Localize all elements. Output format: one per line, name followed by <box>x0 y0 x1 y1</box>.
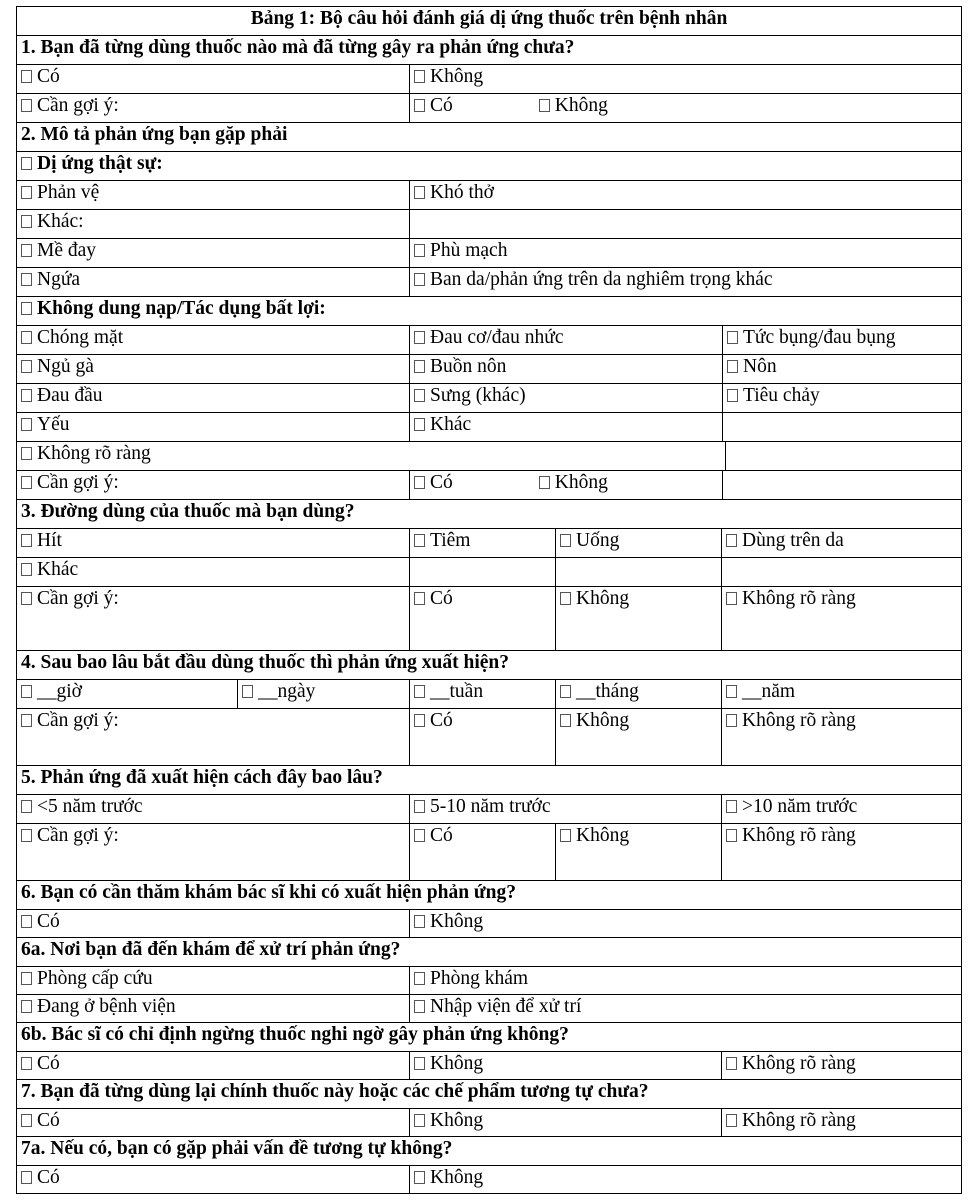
q3-inject-option[interactable]: Tiêm <box>409 529 555 557</box>
q2-anaphylaxis-option[interactable]: Phản vệ <box>17 181 409 209</box>
q7-no-option[interactable]: Không <box>409 1109 721 1136</box>
q3-empty-cell <box>721 558 961 586</box>
q3-topical-option[interactable]: Dùng trên da <box>721 529 961 557</box>
checkbox-icon[interactable] <box>414 972 425 985</box>
q2-intolerance-option[interactable]: Không dung nạp/Tác dụng bất lợi: <box>17 297 961 325</box>
q5-no-option[interactable]: Không <box>555 824 721 880</box>
q2-drowsy-option[interactable]: Ngủ gà <box>17 355 409 383</box>
q4-hours-option[interactable]: __giờ <box>17 680 237 708</box>
checkbox-icon[interactable] <box>21 1057 32 1070</box>
checkbox-icon[interactable] <box>560 829 571 842</box>
checkbox-icon[interactable] <box>726 534 737 547</box>
q5-heading: 5. Phản ứng đã xuất hiện cách đây bao lâu? <box>21 767 383 788</box>
checkbox-icon[interactable] <box>414 1057 425 1070</box>
q2-headache-option[interactable]: Đau đầu <box>17 384 409 412</box>
q7-answer-row <box>16 1108 962 1136</box>
checkbox-icon[interactable] <box>21 534 32 547</box>
q6-heading-row <box>16 880 962 909</box>
q6-yes-option[interactable]: Có <box>17 910 409 937</box>
q6-answer-row <box>16 909 962 937</box>
q2-empty-cell <box>722 471 961 499</box>
checkbox-icon[interactable] <box>414 418 425 431</box>
q5-yes-option[interactable]: Có <box>409 824 555 880</box>
checkbox-icon[interactable] <box>560 592 571 605</box>
checkbox-icon[interactable] <box>21 915 32 928</box>
q4-months-option[interactable]: __tháng <box>555 680 721 708</box>
q2-row-other <box>16 209 962 238</box>
q1-heading: 1. Bạn đã từng dùng thuốc nào mà đã từng gây ra phản ứng chưa? <box>21 37 575 58</box>
checkbox-icon[interactable] <box>21 1000 32 1013</box>
q6b-heading-row <box>16 1022 962 1051</box>
checkbox-icon[interactable] <box>726 800 737 813</box>
checkbox-icon[interactable] <box>21 1114 32 1127</box>
q2-row-weak <box>16 412 962 441</box>
q2-unclear-option[interactable]: Không rõ ràng <box>17 442 725 470</box>
checkbox-icon[interactable] <box>21 99 32 112</box>
q1-hint-row <box>16 93 962 122</box>
checkbox-icon[interactable] <box>21 302 32 315</box>
q7a-no-option[interactable]: Không <box>409 1166 961 1193</box>
q3-unclear-option[interactable]: Không rõ ràng <box>721 587 961 650</box>
checkbox-icon[interactable] <box>727 389 738 402</box>
q4-hint-row <box>16 708 962 765</box>
q4-no-option[interactable]: Không <box>555 709 721 765</box>
q2-hint-answers: Có Không <box>409 471 722 499</box>
q2-row-anaphylaxis <box>16 180 962 209</box>
q2-row-dizzy <box>16 325 962 354</box>
q4-days-option[interactable]: __ngày <box>237 680 409 708</box>
q7-yes-option[interactable]: Có <box>17 1109 409 1136</box>
checkbox-icon[interactable] <box>414 829 425 842</box>
checkbox-icon[interactable] <box>21 685 32 698</box>
checkbox-icon[interactable] <box>21 244 32 257</box>
q5-time-row <box>16 794 962 823</box>
checkbox-icon[interactable] <box>414 99 425 112</box>
q6a-clinic-option[interactable]: Phòng khám <box>409 967 961 994</box>
q6a-er-option[interactable]: Phòng cấp cứu <box>17 967 409 994</box>
q3-no-option[interactable]: Không <box>555 587 721 650</box>
q2-swelling-option[interactable]: Sưng (khác) <box>409 384 722 412</box>
checkbox-icon[interactable] <box>21 360 32 373</box>
checkbox-icon[interactable] <box>21 972 32 985</box>
q2-row-headache <box>16 383 962 412</box>
q6a-heading-row <box>16 937 962 966</box>
q4-hint-option[interactable]: Cần gợi ý: <box>17 709 409 765</box>
q3-hint-option[interactable]: Cần gợi ý: <box>17 587 409 650</box>
q6a-row-hospital <box>16 994 962 1022</box>
q2-hint-row <box>16 470 962 499</box>
q2-empty-cell <box>725 442 961 470</box>
q1-heading-row <box>16 35 962 64</box>
q6b-yes-option[interactable]: Có <box>17 1052 409 1079</box>
q2-true-allergy-option[interactable]: Dị ứng thật sự: <box>17 152 961 180</box>
checkbox-icon[interactable] <box>414 534 425 547</box>
checkbox-icon[interactable] <box>414 592 425 605</box>
q7-unclear-option[interactable]: Không rõ ràng <box>721 1109 961 1136</box>
checkbox-icon[interactable] <box>560 534 571 547</box>
q3-empty-cell <box>555 558 721 586</box>
checkbox-icon[interactable] <box>726 1057 737 1070</box>
q2-heading: 2. Mô tả phản ứng bạn gặp phải <box>21 124 288 145</box>
q2-dizzy-option[interactable]: Chóng mặt <box>17 326 409 354</box>
q2-intolerance-row <box>16 296 962 325</box>
checkbox-icon[interactable] <box>414 915 425 928</box>
q2-other2-option[interactable]: Khác <box>409 413 722 441</box>
q5-lt5-option[interactable]: <5 năm trước <box>17 795 409 823</box>
checkbox-icon[interactable] <box>414 186 425 199</box>
q1-hint-option[interactable]: Cần gợi ý: <box>17 94 409 122</box>
q2-vomit-option[interactable]: Nôn <box>722 355 961 383</box>
checkbox-icon[interactable] <box>726 1114 737 1127</box>
checkbox-icon[interactable] <box>21 1171 32 1184</box>
checkbox-icon[interactable] <box>21 418 32 431</box>
q7a-answer-row <box>16 1165 962 1194</box>
q6a-admitted-option[interactable]: Nhập viện để xử trí <box>409 995 961 1022</box>
q4-heading: 4. Sau bao lâu bắt đầu dùng thuốc thì phản ứng xuất hiện? <box>21 652 510 673</box>
q2-weak-option[interactable]: Yếu <box>17 413 409 441</box>
checkbox-icon[interactable] <box>21 563 32 576</box>
q5-gt10-option[interactable]: >10 năm trước <box>721 795 961 823</box>
q4-heading-row <box>16 650 962 679</box>
q3-yes-option[interactable]: Có <box>409 587 555 650</box>
q3-hint-row <box>16 586 962 650</box>
q2-row-itch <box>16 267 962 296</box>
q5-unclear-option[interactable]: Không rõ ràng <box>721 824 961 880</box>
checkbox-icon[interactable] <box>726 685 737 698</box>
q2-hint-option[interactable]: Cần gợi ý: <box>17 471 409 499</box>
q2-nausea-option[interactable]: Buồn nôn <box>409 355 722 383</box>
q4-weeks-option[interactable]: __tuần <box>409 680 555 708</box>
q1-answer-row <box>16 64 962 93</box>
checkbox-icon[interactable] <box>21 800 32 813</box>
q3-route-row <box>16 528 962 557</box>
q7a-heading-row <box>16 1136 962 1165</box>
checkbox-icon[interactable] <box>414 714 425 727</box>
checkbox-icon[interactable] <box>21 714 32 727</box>
checkbox-icon[interactable] <box>414 360 425 373</box>
q3-other-row <box>16 557 962 586</box>
q6-heading: 6. Bạn có cần thăm khám bác sĩ khi có xuất hiện phản ứng? <box>21 882 516 903</box>
q2-other-option[interactable]: Khác: <box>17 210 409 238</box>
q2-row-drowsy <box>16 354 962 383</box>
checkbox-icon[interactable] <box>414 389 425 402</box>
q1-no-option[interactable]: Không <box>409 65 961 93</box>
q6a-in-hospital-option[interactable]: Đang ở bệnh viện <box>17 995 409 1022</box>
q2-abdominal-option[interactable]: Tức bụng/đau bụng <box>722 326 961 354</box>
q7a-yes-option[interactable]: Có <box>17 1166 409 1193</box>
checkbox-icon[interactable] <box>21 186 32 199</box>
q3-heading: 3. Đường dùng của thuốc mà bạn dùng? <box>21 501 355 522</box>
q3-empty-cell <box>409 558 555 586</box>
q3-heading-row <box>16 499 962 528</box>
checkbox-icon[interactable] <box>414 685 425 698</box>
q4-unclear-option[interactable]: Không rõ ràng <box>721 709 961 765</box>
q6-no-option[interactable]: Không <box>409 910 961 937</box>
q7-heading: 7. Bạn đã từng dùng lại chính thuốc này hoặc các chế phẩm tương tự chưa? <box>21 1081 649 1102</box>
checkbox-icon[interactable] <box>21 829 32 842</box>
checkbox-icon[interactable] <box>727 360 738 373</box>
checkbox-icon[interactable] <box>414 331 425 344</box>
q2-severe-skin-option[interactable]: Ban da/phản ứng trên da nghiêm trọng khác <box>409 268 961 296</box>
q5-heading-row <box>16 765 962 794</box>
q2-true-allergy-row <box>16 151 962 180</box>
q1-hint-answers: Có Không <box>409 94 961 122</box>
checkbox-icon[interactable] <box>21 476 32 489</box>
checkbox-icon[interactable] <box>539 99 550 112</box>
checkbox-icon[interactable] <box>21 447 32 460</box>
q2-row-urticaria <box>16 238 962 267</box>
q2-empty-cell <box>722 413 961 441</box>
q1-yes-option[interactable]: Có <box>17 65 409 93</box>
q3-other-option[interactable]: Khác <box>17 558 409 586</box>
checkbox-icon[interactable] <box>21 273 32 286</box>
checkbox-icon[interactable] <box>414 244 425 257</box>
checkbox-icon[interactable] <box>560 714 571 727</box>
q3-oral-option[interactable]: Uống <box>555 529 721 557</box>
checkbox-icon[interactable] <box>539 476 550 489</box>
checkbox-icon[interactable] <box>727 331 738 344</box>
q4-years-option[interactable]: __năm <box>721 680 961 708</box>
q2-dyspnea-option[interactable]: Khó thở <box>409 181 961 209</box>
checkbox-icon[interactable] <box>21 592 32 605</box>
checkbox-icon[interactable] <box>414 70 425 83</box>
checkbox-icon[interactable] <box>560 685 571 698</box>
checkbox-icon[interactable] <box>414 800 425 813</box>
q5-5-10-option[interactable]: 5-10 năm trước <box>409 795 721 823</box>
checkbox-icon[interactable] <box>726 714 737 727</box>
checkbox-icon[interactable] <box>726 829 737 842</box>
q2-other-input[interactable] <box>409 210 961 238</box>
checkbox-icon[interactable] <box>21 215 32 228</box>
q2-row-unclear <box>16 441 962 470</box>
q2-itch-option[interactable]: Ngứa <box>17 268 409 296</box>
q6a-heading: 6a. Nơi bạn đã đến khám để xử trí phản ứng? <box>21 939 401 960</box>
checkbox-icon[interactable] <box>242 685 253 698</box>
checkbox-icon[interactable] <box>21 389 32 402</box>
checkbox-icon[interactable] <box>21 70 32 83</box>
q2-muscle-pain-option[interactable]: Đau cơ/đau nhức <box>409 326 722 354</box>
checkbox-icon[interactable] <box>414 273 425 286</box>
checkbox-icon[interactable] <box>21 157 32 170</box>
checkbox-icon[interactable] <box>726 592 737 605</box>
q2-angioedema-option[interactable]: Phù mạch <box>409 239 961 267</box>
q5-hint-option[interactable]: Cần gợi ý: <box>17 824 409 880</box>
checkbox-icon[interactable] <box>414 1000 425 1013</box>
q7-heading-row <box>16 1079 962 1108</box>
q6b-heading: 6b. Bác sĩ có chỉ định ngừng thuốc nghi ngờ gây phản ứng không? <box>21 1024 569 1045</box>
table-title-row <box>16 6 962 35</box>
q6b-answer-row <box>16 1051 962 1079</box>
table-title: Bảng 1: Bộ câu hỏi đánh giá dị ứng thuốc trên bệnh nhân <box>250 8 728 29</box>
q6b-unclear-option[interactable]: Không rõ ràng <box>721 1052 961 1079</box>
q4-yes-option[interactable]: Có <box>409 709 555 765</box>
q2-heading-row <box>16 122 962 151</box>
q6a-row-er <box>16 966 962 994</box>
q5-hint-row <box>16 823 962 880</box>
q6b-no-option[interactable]: Không <box>409 1052 721 1079</box>
q7a-heading: 7a. Nếu có, bạn có gặp phải vấn đề tương tự không? <box>21 1138 453 1159</box>
checkbox-icon[interactable] <box>21 331 32 344</box>
q2-diarrhea-option[interactable]: Tiêu chảy <box>722 384 961 412</box>
q3-inhale-option[interactable]: Hít <box>17 529 409 557</box>
q4-time-row <box>16 679 962 708</box>
checkbox-icon[interactable] <box>414 1171 425 1184</box>
q2-urticaria-option[interactable]: Mề đay <box>17 239 409 267</box>
checkbox-icon[interactable] <box>414 476 425 489</box>
checkbox-icon[interactable] <box>414 1114 425 1127</box>
